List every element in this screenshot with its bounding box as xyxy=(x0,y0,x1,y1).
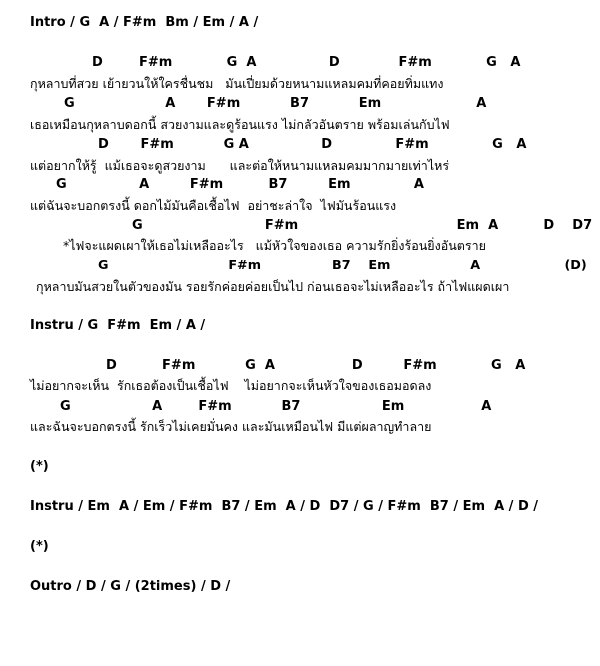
outro-line: Outro / D / G / (2times) / D / xyxy=(30,579,231,594)
verse2-lyric-2: และฉันจะบอกตรงนี้ รักเร็วไม่เคยมั่นคง และมันเหมือนไฟ มีแต่ผลาญทำลาย xyxy=(30,419,432,434)
instru-line-1: Instru / G F#m Em / A / xyxy=(30,318,206,333)
verse1-lyric-4: แต่ฉันจะบอกตรงนี้ ดอกไม้มันคือเชื้อไฟ อย่าชะล่าใจ ไฟมันร้อนแรง xyxy=(30,198,397,213)
verse2-chords-1: D F#m G A D F#m G A xyxy=(106,358,526,373)
verse1-lyric-2: เธอเหมือนกุหลาบดอกนี้ สวยงามและดูร้อนแรง ไม่กลัวอันตราย พร้อมเล่นกับไฟ xyxy=(30,117,450,132)
verse1-chords-3: D F#m G A D F#m G A xyxy=(98,137,527,152)
verse1-chords-1: D F#m G A D F#m G A xyxy=(92,55,521,70)
verse1-lyric-3: แต่อยากให้รู้ แม้เธอจะดูสวยงาม และต่อให้หนามแหลมคมมากมายเท่าไหร่ xyxy=(30,158,450,173)
chorus-chords-1: G F#m Em A D D7 xyxy=(132,218,593,233)
chorus-repeat-1: (*) xyxy=(30,459,49,474)
chorus-repeat-2: (*) xyxy=(30,539,49,554)
chorus-chords-2: G F#m B7 Em A (D) xyxy=(98,258,587,273)
verse1-chords-2: G A F#m B7 Em A xyxy=(64,96,487,111)
intro-line: Intro / G A / F#m Bm / Em / A / xyxy=(30,15,259,30)
verse1-chords-4: G A F#m B7 Em A xyxy=(56,177,424,192)
chorus-lyric-1: *ไฟจะแผดเผาให้เธอไม่เหลืออะไร แม้หัวใจของเธอ ความรักยิ่งร้อนยิ่งอันตราย xyxy=(63,238,486,253)
verse2-lyric-1: ไม่อยากจะเห็น รักเธอต้องเป็นเชื้อไฟ ไม่อยากจะเห็นหัวใจของเธอมอดลง xyxy=(30,378,432,393)
verse1-lyric-1: กุหลาบที่สวย เย้ายวนให้ใครชื่นชม มันเปี่ยมด้วยหนามแหลมคมที่คอยทิ่มแทง xyxy=(30,76,444,91)
chorus-lyric-2: กุหลาบมันสวยในตัวของมัน รอยรักค่อยค่อยเป็นไป ก่อนเธอจะไม่เหลืออะไร ถ้าไฟแผดเผา xyxy=(36,279,510,294)
instru-line-2: Instru / Em A / Em / F#m B7 / Em A / D D7 / G / F#m B7 / Em A / D / xyxy=(30,499,539,514)
verse2-chords-2: G A F#m B7 Em A xyxy=(60,399,492,414)
